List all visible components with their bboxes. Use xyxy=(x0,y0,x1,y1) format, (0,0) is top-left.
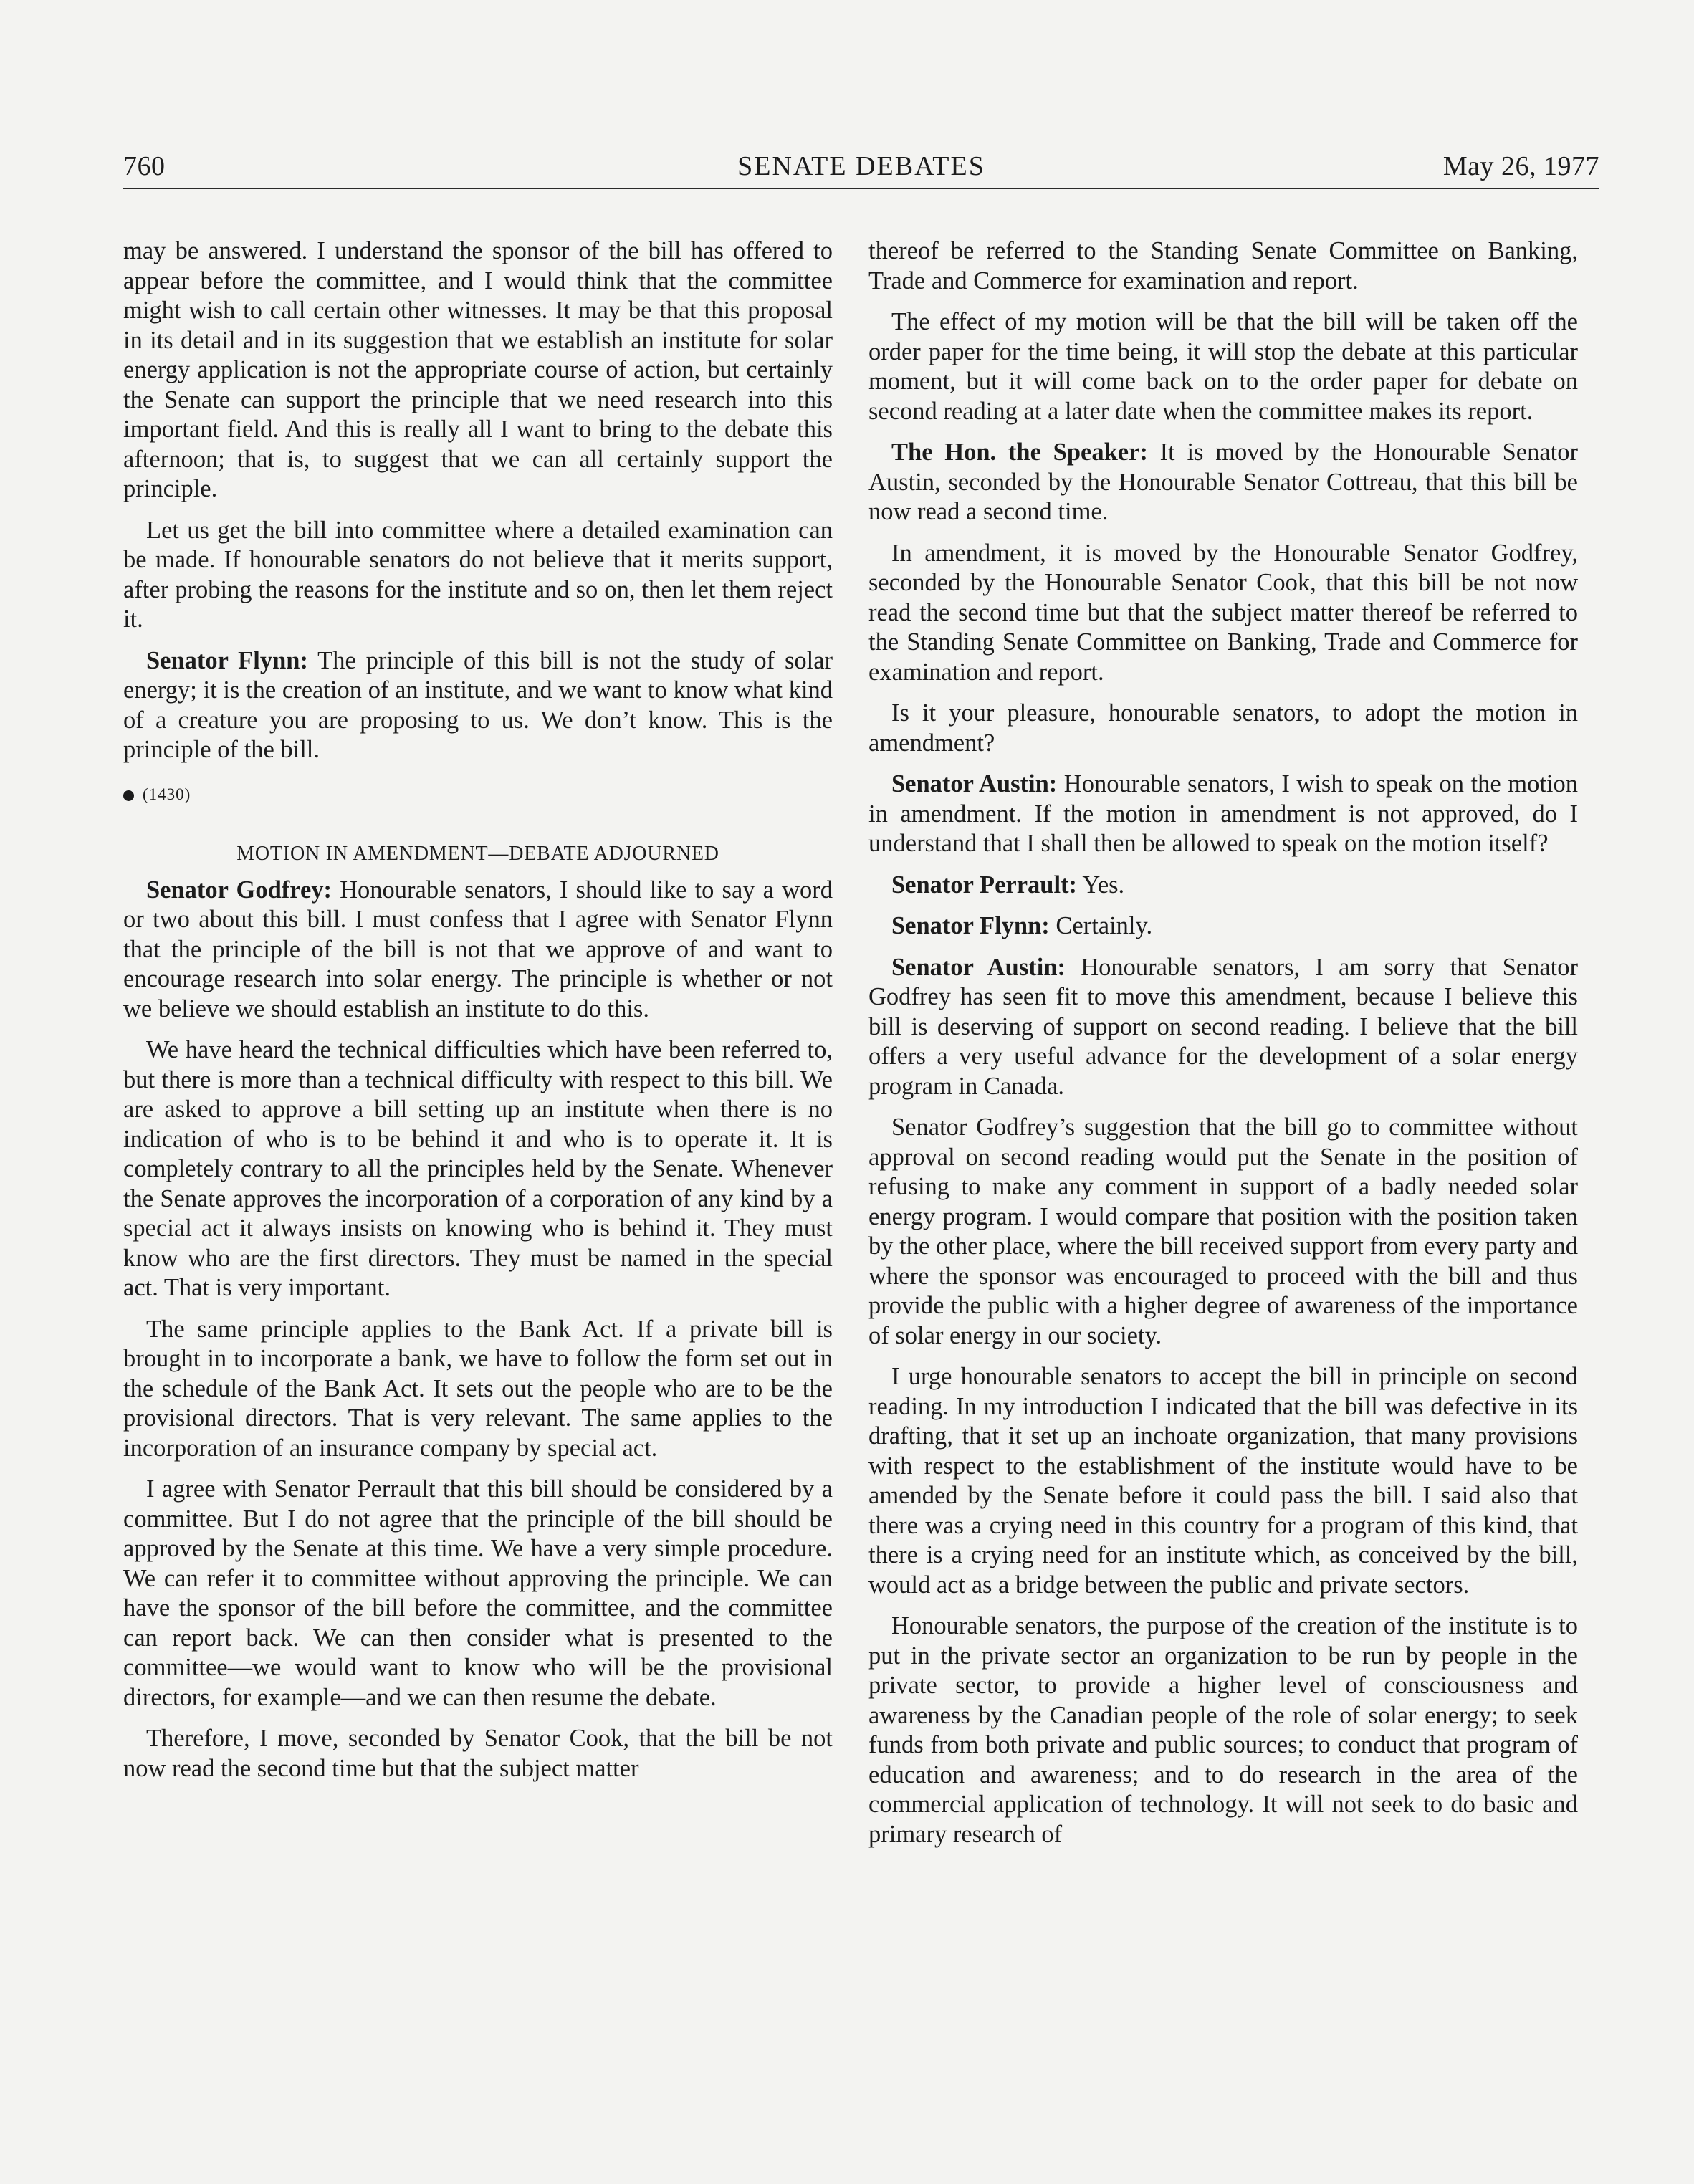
speaker-name: The Hon. the Speaker: xyxy=(891,439,1148,466)
speaker-name: Senator Perrault: xyxy=(891,871,1078,899)
speech-text: Yes. xyxy=(1077,871,1125,899)
page-number: 760 xyxy=(123,151,166,181)
left-column xyxy=(123,236,833,1795)
speaker-name: Senator Godfrey: xyxy=(146,876,332,904)
speech-text: It is moved by the Honourable Senator Austin, seconded by the Honourable Senator Cottreau, that this bill be now read a second time. xyxy=(868,439,1579,525)
paragraph: The same principle applies to the Bank Act. If a private bill is brought in to incorporate a bank, we have to follow the form set out in the schedule of the Bank Act. It sets out the people who are to be the provisional directors. That is very relevant. The same applies to the incorporation of an insurance company by special act. xyxy=(123,1315,833,1462)
time-marker-text: (1430) xyxy=(143,785,191,803)
speech-text: Honourable senators, I wish to speak on the motion in amendment. If the motion in amendment is not approved, do I understand that I shall then be allowed to speak on the motion itself? xyxy=(868,770,1578,857)
speech-paragraph xyxy=(868,770,1578,859)
speech-paragraph xyxy=(123,646,833,765)
paragraph: I agree with Senator Perrault that this bill should be considered by a committee. But I do not agree that the principle of the bill should be approved by the Senate at this time. We have a very simple procedure. We can refer it to committee without approving the principle. We can have the sponsor of the bill before the committee, and the committee can report back. We can then consider what is presented to the committee—we would want to know who will be the provisional directors, for example—and we can then resume the debate. xyxy=(123,1475,833,1711)
bullet-icon xyxy=(123,790,134,801)
speech-paragraph xyxy=(868,953,1578,1102)
paragraph: Let us get the bill into committee where a detailed examination can be made. If honourable senators do not believe that it merits support, after probing the reasons for the institute and so on, then let them reject it. xyxy=(123,516,833,633)
section-heading: MOTION IN AMENDMENT—DEBATE ADJOURNED xyxy=(236,842,719,865)
paragraph: Is it your pleasure, honourable senators, to adopt the motion in amendment? xyxy=(868,699,1578,757)
speech-paragraph xyxy=(123,876,833,1025)
paragraph: I urge honourable senators to accept the bill in principle on second reading. In my introduction I indicated that the bill was defective in its drafting, that it set up an inchoate organization, that many provisions with respect to the establishment of the institute would have to be amended by the Senate before it could pass the bill. I said also that there was a crying need in this country for a program of this kind, that there is a crying need for an institute which, as conceived by the bill, would act as a bridge between the public and private sectors. xyxy=(868,1363,1578,1599)
speech-text: Honourable senators, I should like to say a word or two about this bill. I must confess that I agree with Senator Flynn that the principle of the bill is not that we approve of and want to encourage research into solar energy. The principle is whether or not we believe we should establish an institute to do this. xyxy=(123,876,833,1022)
paragraph: may be answered. I understand the sponsor of the bill has offered to appear before the committee, and I would think that the committee might wish to call certain other witnesses. It may be that this proposal in its detail and in its suggestion that we establish an institute for solar energy application is not the appropriate course of action, but certainly the Senate can support the principle that we need research into this important field. And this is really all I want to bring to the debate this afternoon; that is, to suggest that we can all certainly support the principle. xyxy=(123,237,833,502)
speaker-name: Senator Austin: xyxy=(891,953,1066,981)
paragraph: In amendment, it is moved by the Honourable Senator Godfrey, seconded by the Honourable Senator Cook, that this bill be not now read the second time but that the subject matter thereof be referred to the Standing Senate Committee on Banking, Trade and Commerce for examination and report. xyxy=(868,539,1578,686)
paragraph: thereof be referred to the Standing Senate Committee on Banking, Trade and Commerce for examination and report. xyxy=(868,237,1578,294)
paragraph: Senator Godfrey’s suggestion that the bill go to committee without approval on second reading would put the Senate in the position of refusing to make any comment in support of a badly needed solar energy program. I would compare that position with the position taken by the other place, where the bill received support from every party and where the sponsor was encouraged to proceed with the bill and thus provide the public with a higher degree of awareness of the importance of solar energy in our society. xyxy=(868,1113,1578,1349)
speech-paragraph xyxy=(868,871,1578,901)
speech-paragraph xyxy=(868,438,1578,527)
speech-paragraph xyxy=(868,911,1578,942)
speaker-name: Senator Flynn: xyxy=(891,912,1050,939)
paragraph: Therefore, I move, seconded by Senator Cook, that the bill be not now read the second time but that the subject matter xyxy=(123,1725,833,1782)
speaker-name: Senator Flynn: xyxy=(146,646,308,674)
paragraph: Honourable senators, the purpose of the creation of the institute is to put in the private sector an organization to be run by people in the private sector, to provide a higher level of consciousness and awareness by the Canadian people of the role of solar energy; to seek funds from both private and public sources; to conduct that program of education and awareness; and to do research in the area of the commercial application of technology. It will not seek to do basic and primary research of xyxy=(868,1612,1578,1848)
time-marker xyxy=(123,784,833,805)
paragraph: The effect of my motion will be that the bill will be taken off the order paper for the time being, it will stop the debate at this particular moment, but it will come back on to the order paper for debate on second reading at a later date when the committee makes its report. xyxy=(868,308,1578,425)
page-header xyxy=(123,150,1599,191)
publication-date: May 26, 1977 xyxy=(1442,151,1599,181)
speech-text: Certainly. xyxy=(1049,912,1153,939)
speech-text: Honourable senators, I am sorry that Senator Godfrey has seen fit to move this amendment, because I believe this bill is deserving of support on second reading. I believe that the bill offers a very useful advance for the development of a solar energy program in Canada. xyxy=(868,953,1578,1100)
header-rule xyxy=(123,188,1599,189)
speech-text: The principle of this bill is not the study of solar energy; it is the creation of an institute, and we want to know what kind of a creature you are proposing to us. We don’t know. This is the principle of the bill. xyxy=(123,646,833,763)
speaker-name: Senator Austin: xyxy=(891,770,1058,798)
right-column xyxy=(868,236,1578,1861)
paragraph: We have heard the technical difficulties which have been referred to, but there is more than a technical difficulty with respect to this bill. We are asked to approve a bill setting up an institute when there is no indication of who is to be behind it and who is to operate it. It is completely contrary to all the principles held by the Senate. Whenever the Senate approves the incorporation of a corporation of any kind by a special act it always insists on knowing who is behind it. They must know who are the first directors. They must be named in the special act. That is very important. xyxy=(123,1036,833,1301)
publication-title: SENATE DEBATES xyxy=(737,151,985,181)
